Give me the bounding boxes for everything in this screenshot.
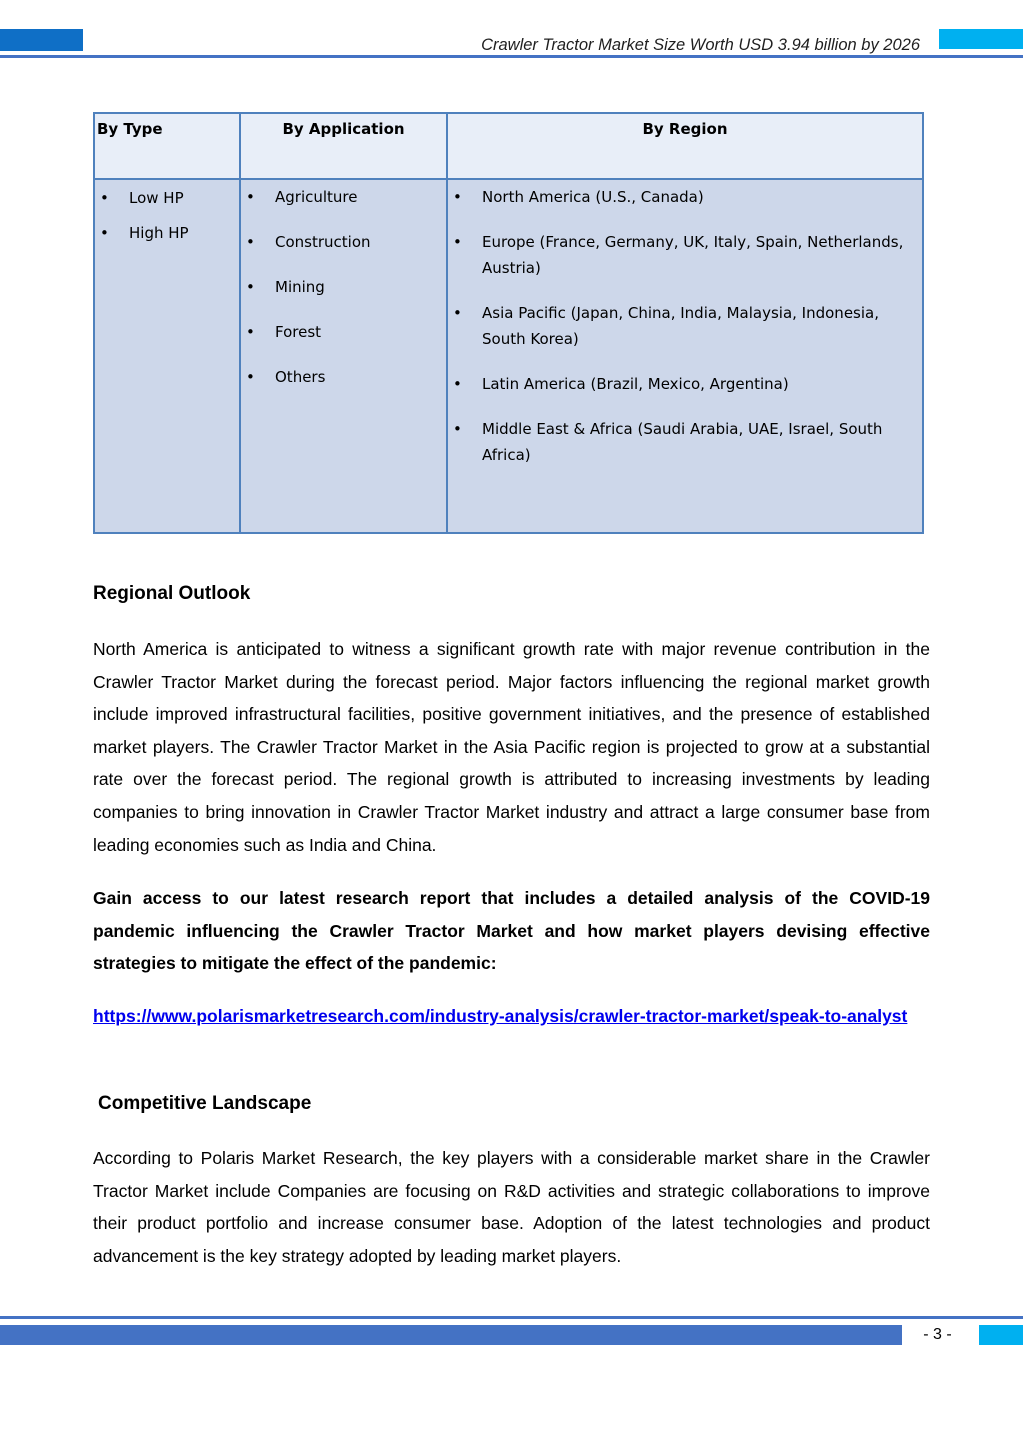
speak-to-analyst-link[interactable]: https://www.polarismarketresearch.com/industry-analysis/crawler-tractor-market/speak-to-analyst [93, 1006, 908, 1026]
header-rule [0, 55, 1023, 58]
type-list [95, 185, 231, 246]
list-item: • High HP [95, 220, 231, 246]
column-header-type: By Type [94, 113, 240, 179]
list-item: • Others [241, 364, 438, 390]
list-item: • Latin America (Brazil, Mexico, Argentina) [448, 371, 914, 397]
column-header-region: By Region [447, 113, 923, 179]
region-cell [447, 179, 923, 533]
list-item: • Low HP [95, 185, 231, 211]
type-cell [94, 179, 240, 533]
footer-bar [0, 1325, 902, 1345]
competitive-landscape-heading: Competitive Landscape [98, 1093, 312, 1114]
competitive-landscape-paragraph: According to Polaris Market Research, the key players with a considerable market share in the Crawler Tractor Market include Companies are focusing on R&D activities and strategic collaborations to improve their product portfolio and increase consumer base. Adoption of the latest technologies and product advancement is the key strategy adopted by leading market players. [93, 1148, 930, 1266]
list-item: • Europe (France, Germany, UK, Italy, Spain, Netherlands, Austria) [448, 229, 914, 281]
header-accent-right [939, 29, 1023, 49]
region-list [448, 184, 914, 468]
list-item: • North America (U.S., Canada) [448, 184, 914, 210]
list-item: • Forest [241, 319, 438, 345]
list-item: • Middle East & Africa (Saudi Arabia, UAE, Israel, South Africa) [448, 416, 914, 468]
segmentation-table [93, 112, 924, 534]
page-number: - 3 - [923, 1326, 952, 1343]
application-cell [240, 179, 447, 533]
header-accent-left [0, 29, 83, 51]
regional-outlook-paragraph: North America is anticipated to witness a significant growth rate with major revenue contribution in the Crawler Tractor Market during the forecast period. Major factors influencing the regional market growth include improved infrastructural facilities, positive government initiatives, and the presence of established market players. The Crawler Tractor Market in the Asia Pacific region is projected to grow at a substantial rate over the forecast period. The regional growth is attributed to increasing investments by leading companies to bring innovation in Crawler Tractor Market industry and attract a large consumer base from leading economies such as India and China. [93, 639, 930, 855]
list-item: • Construction [241, 229, 438, 255]
list-item: • Agriculture [241, 184, 438, 210]
regional-outlook-heading: Regional Outlook [93, 583, 251, 604]
table-row [94, 179, 923, 533]
footer-rule [0, 1316, 1023, 1319]
list-item: • Mining [241, 274, 438, 300]
column-header-application: By Application [240, 113, 447, 179]
footer-accent-right [979, 1325, 1023, 1345]
list-item: • Asia Pacific (Japan, China, India, Malaysia, Indonesia, South Korea) [448, 300, 914, 352]
covid-report-callout: Gain access to our latest research report that includes a detailed analysis of the COVID-19 pandemic influencing the Crawler Tractor Market and how market players devising effective strategies to mitigate the effect of the pandemic: [93, 888, 930, 974]
table-header-row [94, 113, 923, 179]
header-title: Crawler Tractor Market Size Worth USD 3.94 billion by 2026 [481, 36, 920, 54]
application-list [241, 184, 438, 390]
